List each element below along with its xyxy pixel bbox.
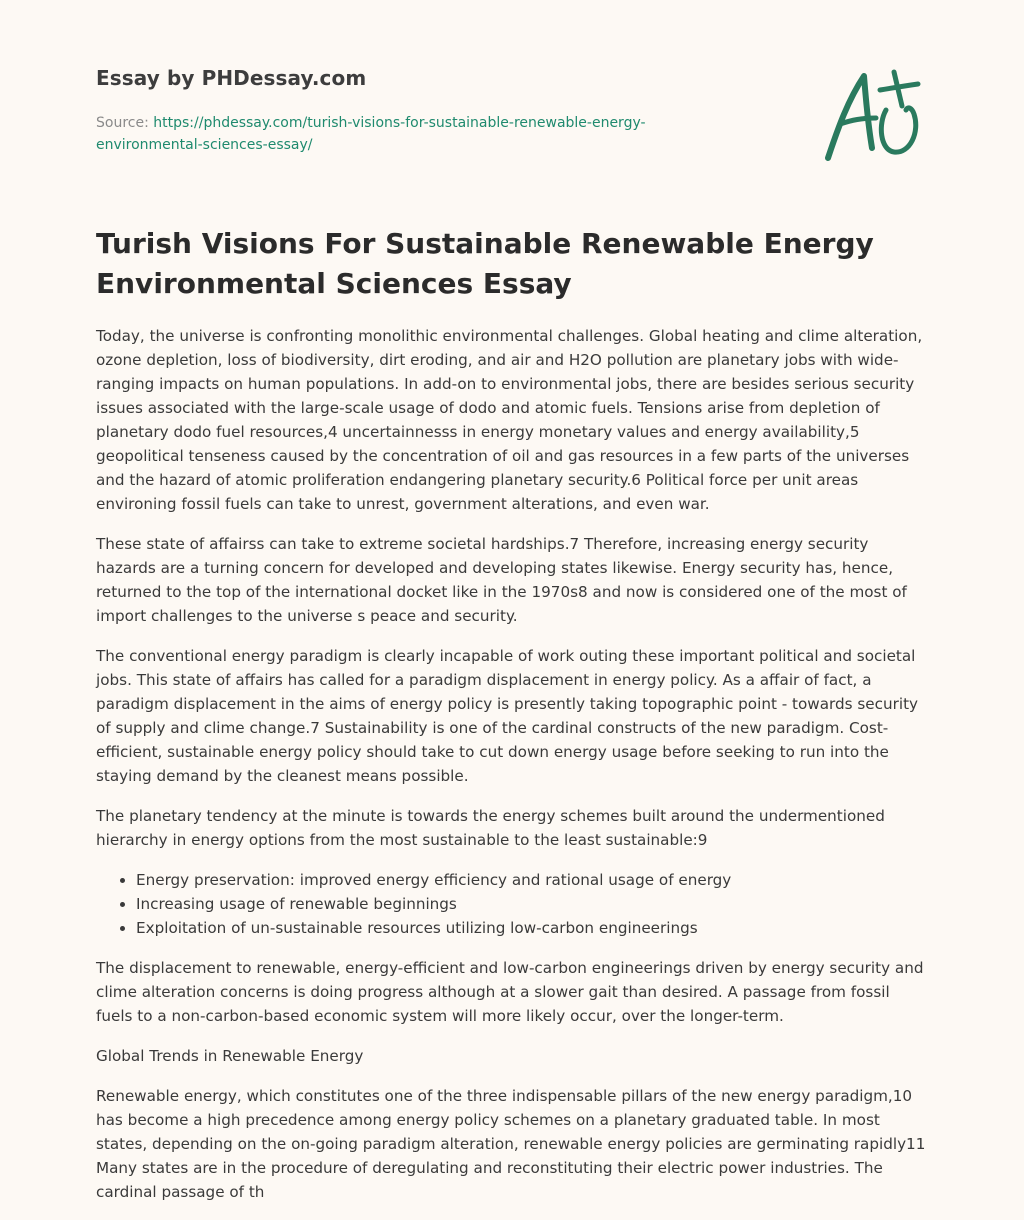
page-title: Turish Visions For Sustainable Renewable Energy Environmental Sciences Essay: [96, 227, 874, 300]
article-body: [96, 324, 928, 1220]
energy-hierarchy-list: [96, 868, 928, 940]
a-plus-logo-icon: [820, 62, 928, 172]
paragraph: Today, the universe is confronting monolithic environmental challenges. Global heating and clime alteration, ozone depletion, loss of biodiversity, dirt eroding, and air and H2O pollution are planetary jobs with wide-ranging impacts on human populations. In add-on to environmental jobs, there are besides serious security issues associated with the large-scale usage of dodo and atomic fuels. Tensions arise from depletion of planetary dodo fuel resources,4 uncertainnesss in energy monetary values and energy availability,5 geopolitical tenseness caused by the concentration of oil and gas resources in a few parts of the universes and the hazard of atomic proliferation endangering planetary security.6 Political force per unit areas environing fossil fuels can take to unrest, government alterations, and even war.: [96, 327, 923, 513]
paragraph: Renewable energy, which constitutes one of the three indispensable pillars of the new energy paradigm,10 has become a high precedence among energy policy schemes on a planetary graduated table. In most states, depending on the on-going paradigm alteration, renewable energy policies are germinating rapidly11 Many states are in the procedure of deregulating and reconstituting their electric power industries. The cardinal passage of th: [96, 1087, 926, 1201]
source-label: Source:: [96, 115, 149, 131]
list-item: • Increasing usage of renewable beginnings: [136, 892, 928, 916]
site-brand: Essay by PHDessay.com: [96, 66, 367, 90]
list-item: • Energy preservation: improved energy efficiency and rational usage of energy: [136, 868, 928, 892]
paragraph: The displacement to renewable, energy-efficient and low-carbon engineerings driven by energy security and clime alteration concerns is doing progress although at a slower gait than desired. A passage from fossil fuels to a non-carbon-based economic system will more likely occur, over the longer-term.: [96, 959, 924, 1025]
source-link[interactable]: https://phdessay.com/turish-visions-for-sustainable-renewable-energy-environmental-sciences-essay/: [96, 115, 646, 153]
paragraph: The planetary tendency at the minute is towards the energy schemes built around the undermentioned hierarchy in energy options from the most sustainable to the least sustainable:9: [96, 807, 885, 849]
paragraph: The conventional energy paradigm is clearly incapable of work outing these important political and societal jobs. This state of affairs has called for a paradigm displacement in energy policy. As a affair of fact, a paradigm displacement in the aims of energy policy is presently taking topographic point - towards security of supply and clime change.7 Sustainability is one of the cardinal constructs of the new paradigm. Cost-efficient, sustainable energy policy should take to cut down energy usage before seeking to run into the staying demand by the cleanest means possible.: [96, 647, 919, 785]
list-item: • Exploitation of un-sustainable resources utilizing low-carbon engineerings: [136, 916, 928, 940]
paragraph: These state of affairss can take to extreme societal hardships.7 Therefore, increasing energy security hazards are a turning concern for developed and developing states likewise. Energy security has, hence, returned to the top of the international docket like in the 1970s8 and now is considered one of the most of import challenges to the universe s peace and security.: [96, 535, 907, 625]
source-line: [96, 112, 736, 156]
section-subheading: Global Trends in Renewable Energy: [96, 1047, 364, 1065]
